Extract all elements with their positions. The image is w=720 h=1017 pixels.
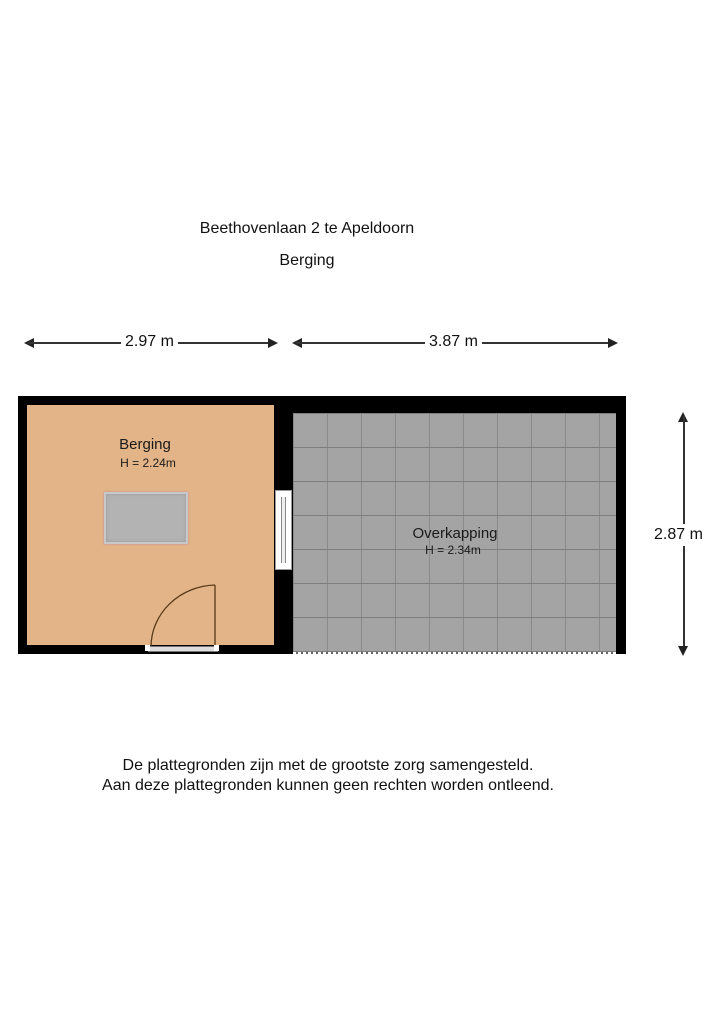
arrow-right-icon bbox=[608, 338, 618, 348]
dimension-width-berging bbox=[24, 333, 278, 353]
door-opening bbox=[148, 646, 218, 652]
arrow-down-icon bbox=[678, 646, 688, 656]
room-height-berging: H = 2.24m bbox=[120, 456, 176, 470]
dimension-label: 2.97 m bbox=[121, 333, 178, 351]
arrow-right-icon bbox=[268, 338, 278, 348]
floor-title: Berging bbox=[279, 252, 335, 269]
dimension-width-overkapping bbox=[292, 333, 618, 353]
address-title: Beethovenlaan 2 te Apeldoorn bbox=[199, 220, 415, 237]
open-edge bbox=[293, 652, 616, 654]
door-swing-icon bbox=[147, 583, 219, 649]
dimension-label-height: 2.87 m bbox=[654, 524, 703, 546]
window-divider bbox=[275, 490, 292, 570]
room-height-overkapping: H = 2.34m bbox=[425, 543, 481, 557]
dimension-label: 3.87 m bbox=[425, 333, 482, 351]
door-jamb-left bbox=[145, 645, 150, 651]
disclaimer-line-1: De plattegronden zijn met de grootste zorg samengesteld. bbox=[122, 757, 534, 774]
room-name-overkapping: Overkapping bbox=[412, 525, 498, 542]
table-object bbox=[104, 492, 188, 544]
disclaimer-line-2: Aan deze plattegronden kunnen geen rechten worden ontleend. bbox=[102, 777, 554, 794]
room-berging bbox=[27, 405, 274, 645]
door-jamb-right bbox=[214, 645, 219, 651]
room-overkapping bbox=[293, 413, 616, 654]
room-name-berging: Berging bbox=[119, 436, 171, 453]
